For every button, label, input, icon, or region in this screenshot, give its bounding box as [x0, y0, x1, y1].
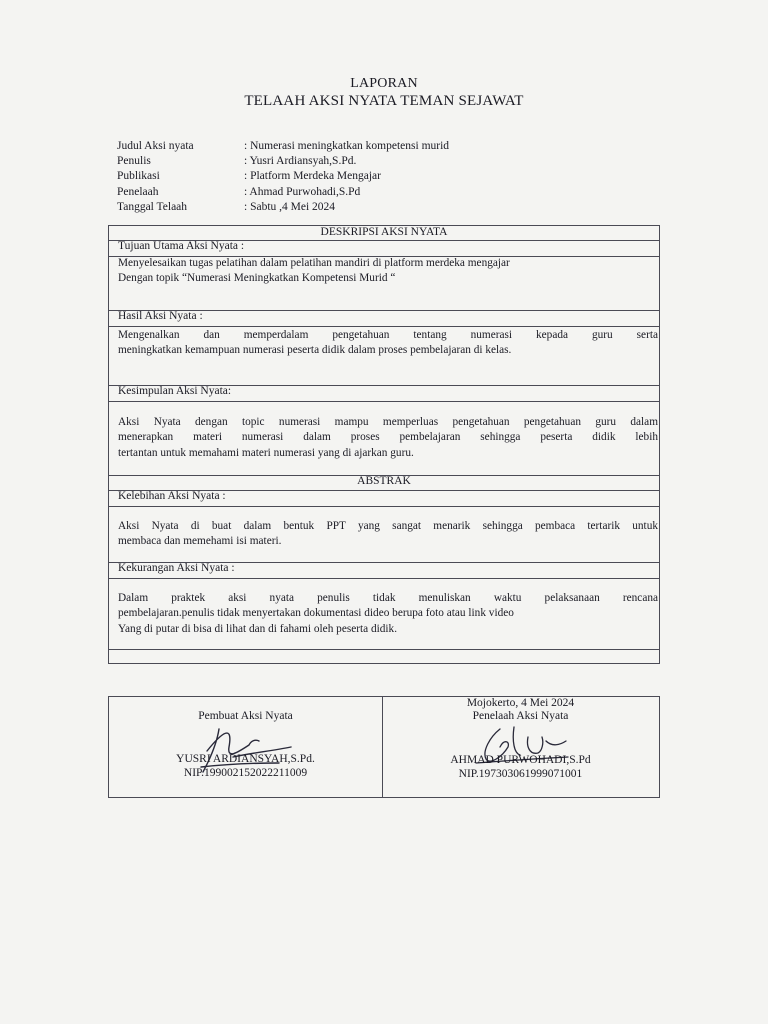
- reviewer-nip: NIP.197303061999071001: [458, 768, 583, 780]
- meta-row-publikasi: [117, 169, 449, 184]
- abstrak-heading: ABSTRAK: [357, 475, 411, 487]
- meta-value: : Numerasi meningkatkan kompetensi murid: [244, 140, 450, 152]
- text-line: meningkatkan kemampuan numerasi peserta didik dalam proses pembelajaran di kelas.: [118, 344, 512, 357]
- divider: [109, 649, 659, 650]
- meta-row-penelaah: [117, 185, 449, 200]
- kesimpulan-text: [118, 415, 658, 461]
- reviewer-role: Penelaah Aksi Nyata: [472, 710, 569, 722]
- meta-key: Tanggal Telaah: [117, 200, 188, 213]
- report-label: LAPORAN: [350, 76, 418, 91]
- hasil-label: Hasil Aksi Nyata :: [118, 310, 203, 322]
- report-title: TELAAH AKSI NYATA TEMAN SEJAWAT: [244, 93, 524, 109]
- meta-key: Penulis: [117, 155, 151, 168]
- kelebihan-text: [118, 519, 658, 550]
- place-date: Mojokerto, 4 Mei 2024: [466, 697, 575, 709]
- author-role: Pembuat Aksi Nyata: [198, 710, 293, 722]
- text-line: Dengan topik “Numerasi Meningkatkan Kompetensi Murid “: [118, 272, 396, 285]
- meta-value: : Ahmad Purwohadi,S.Pd: [244, 185, 361, 198]
- text-line: Aksi Nyata di buat dalam bentuk PPT yang sangat menarik sehingga pembaca tertarik untuk: [118, 520, 658, 532]
- reviewer-signature: [442, 707, 602, 777]
- meta-key: Penelaah: [117, 185, 159, 198]
- meta-value: : Yusri Ardiansyah,S.Pd.: [244, 155, 357, 168]
- text-line: Menyelesaikan tugas pelatihan dalam pelatihan mandiri di platform merdeka mengajar: [118, 257, 510, 269]
- text-line: membaca dan memehami isi materi.: [118, 535, 282, 548]
- author-name: YUSRI ARDIANSYAH,S.Pd.: [176, 753, 315, 765]
- signature-table: [108, 696, 660, 798]
- hasil-text: [118, 328, 658, 359]
- meta-value: : Platform Merdeka Mengajar: [244, 170, 381, 183]
- meta-value: : Sabtu ,4 Mei 2024: [244, 200, 336, 213]
- divider: [109, 506, 659, 507]
- kekurangan-text: [118, 591, 658, 637]
- meta-key: Judul Aksi nyata: [117, 140, 194, 152]
- text-line: Mengenalkan dan memperdalam pengetahuan tentang numerasi kepada guru serta: [118, 329, 658, 341]
- meta-row-penulis: [117, 154, 449, 169]
- meta-row-judul: [117, 139, 449, 154]
- meta-row-tanggal: [117, 200, 449, 215]
- review-table: [108, 225, 660, 664]
- text-line: menerapkan materi numerasi dalam proses pembelajaran sehingga peserta didik lebih: [118, 431, 658, 444]
- kesimpulan-label: Kesimpulan Aksi Nyata:: [118, 385, 232, 397]
- author-nip: NIP.199002152022211009: [183, 767, 308, 779]
- text-line: tertantan untuk memahami materi numerasi yang di ajarkan guru.: [118, 446, 414, 459]
- divider: [109, 401, 659, 402]
- tujuan-label: Tujuan Utama Aksi Nyata :: [118, 240, 245, 252]
- meta-key: Publikasi: [117, 170, 160, 183]
- text-line: Dalam praktek aksi nyata penulis tidak menuliskan waktu pelaksanaan rencana: [118, 592, 658, 604]
- deskripsi-heading: DESKRIPSI AKSI NYATA: [320, 226, 448, 238]
- kelebihan-label: Kelebihan Aksi Nyata :: [118, 490, 226, 502]
- divider: [109, 578, 659, 579]
- reviewer-name: AHMAD PURWOHADI,S.Pd: [450, 754, 591, 766]
- text-line: Aksi Nyata dengan topic numerasi mampu memperluas pengetahuan pengetahuan guru dalam: [118, 416, 658, 428]
- text-line: pembelajaran.penulis tidak menyertakan dokumentasi dideo berupa foto atau link video: [118, 607, 514, 620]
- divider: [109, 326, 659, 327]
- tujuan-text: [118, 256, 658, 287]
- metadata-block: [117, 139, 449, 215]
- kekurangan-label: Kekurangan Aksi Nyata :: [118, 562, 235, 574]
- text-line: Yang di putar di bisa di lihat dan di fahami oleh peserta didik.: [118, 622, 398, 635]
